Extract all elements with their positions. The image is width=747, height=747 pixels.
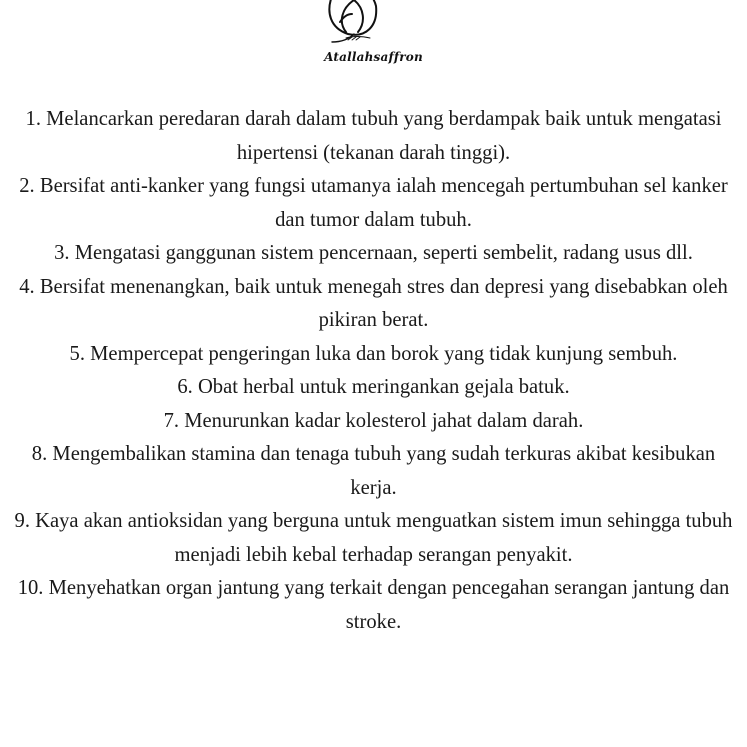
list-item: 1. Melancarkan peredaran darah dalam tubuh yang berdampak baik untuk mengatasi hipertensi (tekanan darah tinggi). — [25, 108, 722, 164]
tulip-flower-icon — [318, 0, 390, 44]
brand-logo — [0, 0, 747, 70]
list-item: 3. Mengatasi ganggunan sistem pencernaan, seperti sembelit, radang usus dll. — [54, 242, 693, 264]
list-item: 4. Bersifat menenangkan, baik untuk menegah stres dan depresi yang disebabkan oleh pikiran berat. — [19, 275, 728, 331]
list-item: 9. Kaya akan antioksidan yang berguna untuk menguatkan sistem imun sehingga tubuh menjadi lebih kebal terhadap serangan penyakit. — [14, 510, 733, 566]
benefits-list — [10, 103, 737, 639]
list-item: 10. Menyehatkan organ jantung yang terkait dengan pencegahan serangan jantung dan stroke. — [17, 577, 730, 633]
list-item: 5. Mempercepat pengeringan luka dan borok yang tidak kunjung sembuh. — [69, 342, 678, 365]
brand-name: Atallahsaffron — [324, 50, 423, 64]
list-item: 7. Menurunkan kadar kolesterol jahat dalam darah. — [163, 409, 584, 432]
list-item: 8. Mengembalikan stamina dan tenaga tubuh yang sudah terkuras akibat kesibukan kerja. — [31, 443, 716, 499]
list-item: 6. Obat herbal untuk meringankan gejala batuk. — [177, 376, 570, 398]
list-item: 2. Bersifat anti-kanker yang fungsi utamanya ialah mencegah pertumbuhan sel kanker dan tumor dalam tubuh. — [19, 175, 728, 231]
